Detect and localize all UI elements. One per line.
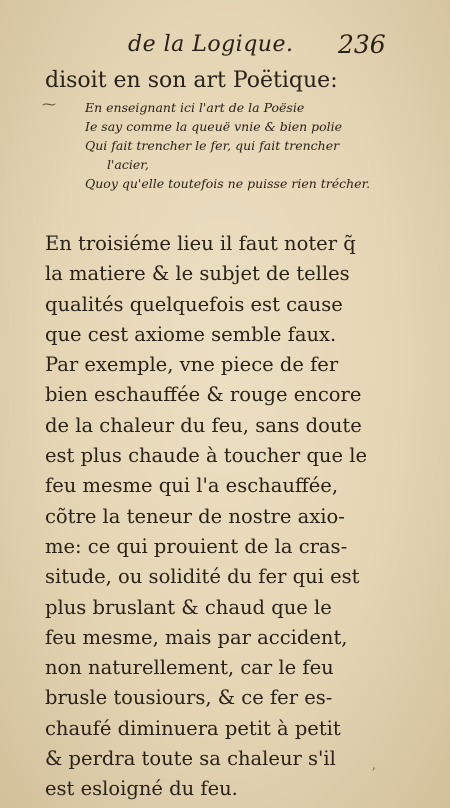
verse-line: Quoy qu'elle toutefois ne puisse rien trécher. (85, 176, 371, 191)
text-line: plus bruslant & chaud que le (45, 595, 332, 619)
verse-quotation (85, 98, 405, 193)
text-line: me: ce qui prouient de la cras- (45, 534, 348, 558)
text-line: bien eschauffée & rouge encore (45, 383, 362, 407)
text-line: que cest axiome semble faux. (45, 322, 337, 346)
margin-mark: ⁓ (42, 97, 56, 113)
text-line: cõtre la teneur de nostre axio- (45, 504, 345, 528)
text-line: est plus chaude à toucher que le (45, 444, 368, 468)
text-line: la matiere & le subjet de telles (45, 262, 350, 286)
text-line: qualités quelquefois est cause (45, 292, 343, 316)
text-line: feu mesme, mais par accident, (45, 625, 348, 649)
margin-mark: , (372, 758, 376, 772)
text-line: feu mesme qui l'a eschauffée, (45, 474, 339, 498)
verse-line: En enseignant ici l'art de la Poësie (85, 100, 305, 115)
page-number: 236 (338, 30, 386, 59)
text-line: & perdra toute sa chaleur s'il (45, 747, 336, 771)
text-line: Par exemple, vne piece de fer (45, 353, 339, 377)
running-head: de la Logique. (128, 32, 294, 57)
verse-line: Qui fait trencher le fer, qui fait trencher (85, 138, 340, 153)
text-line: de la chaleur du feu, sans doute (45, 413, 362, 437)
text-line: chaufé diminuera petit à petit (45, 716, 341, 740)
text-line: brusle tousiours, & ce fer es- (45, 686, 333, 710)
text-line: En troisiéme lieu il faut noter q̃ (45, 232, 356, 255)
body-paragraph (45, 229, 395, 805)
text-line: est esloigné du feu. (45, 777, 238, 801)
text-line: situde, ou solidité du fer qui est (45, 565, 360, 589)
text-line: non naturellement, car le feu (45, 656, 334, 680)
intro-line: disoit en son art Poëtique: (45, 68, 338, 93)
page-header (0, 30, 450, 64)
verse-line: l'acier, (107, 157, 149, 172)
verse-line: Ie say comme la queuë vnie & bien polie (85, 119, 343, 134)
